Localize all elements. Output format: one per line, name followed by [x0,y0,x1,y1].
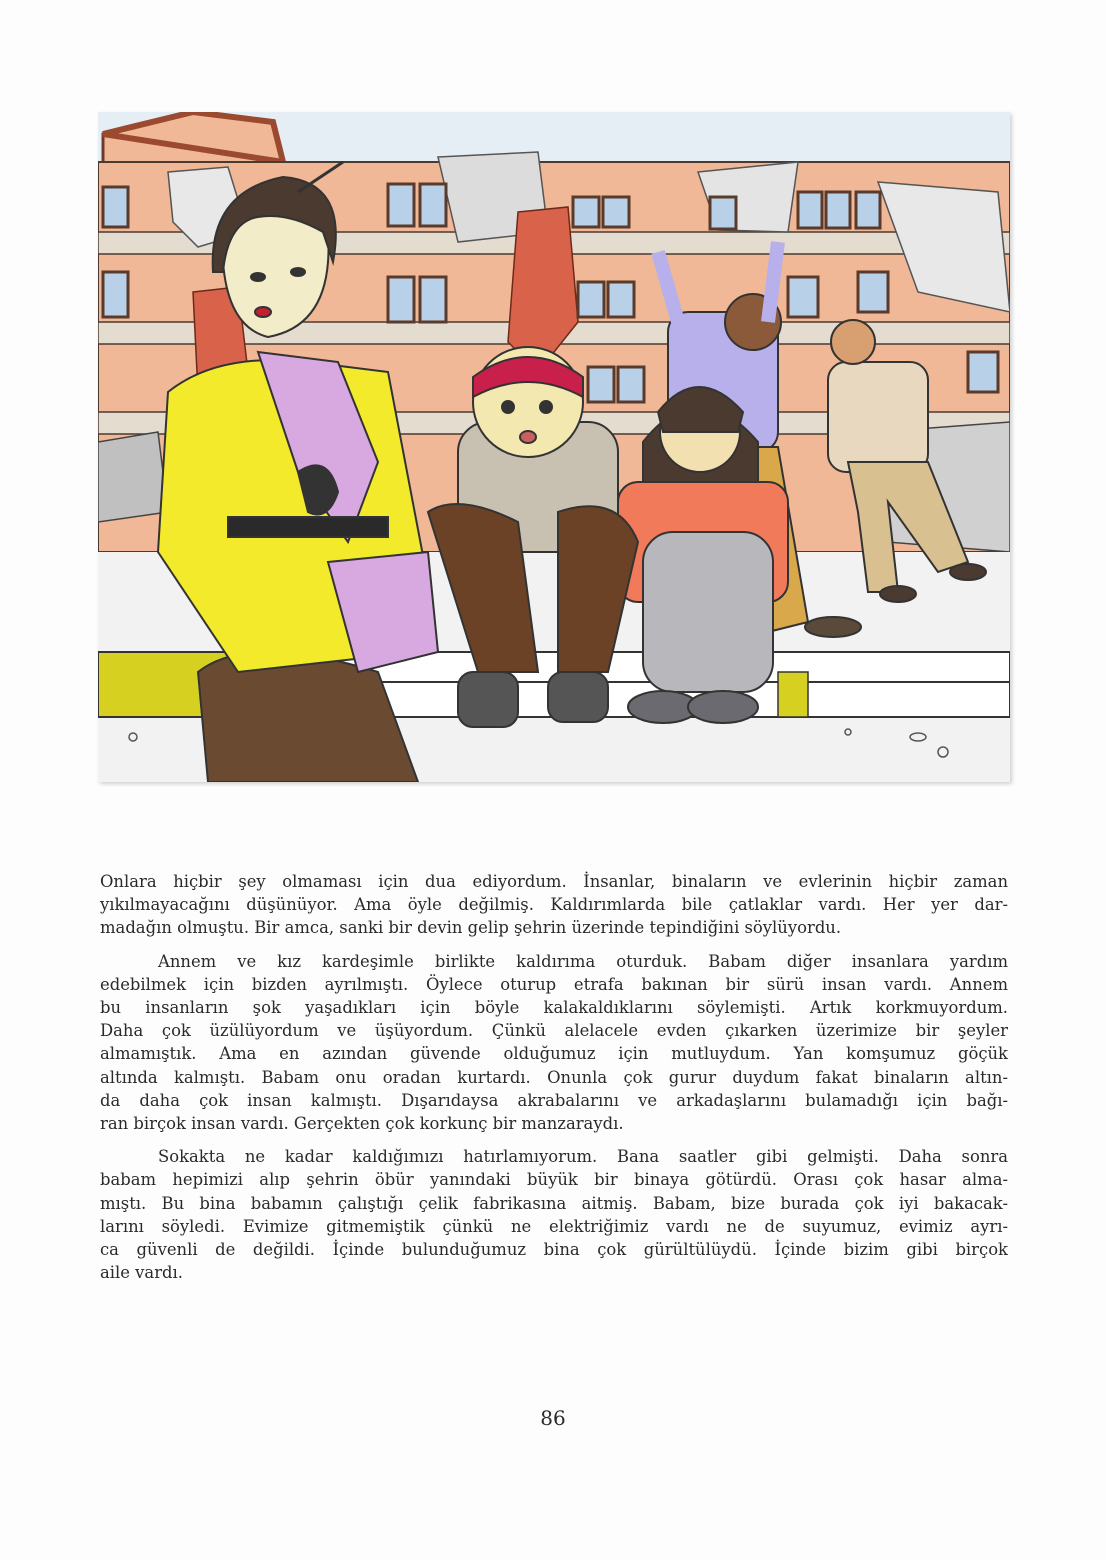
earthquake-illustration [98,112,1010,782]
text-line: Annem ve kız kardeşimle birlikte kaldırıma oturduk. Babam diğer insanlara yardım [158,951,1008,971]
text-line: ca güvenli de değildi. İçinde bulunduğumuz bina çok gürültülüydü. İçinde bizim gibi birçok [100,1240,1008,1260]
illustration-canvas [98,112,1010,782]
text-line: Sokakta ne kadar kaldığımızı hatırlamıyorum. Bana saatler gibi gelmişti. Daha sonra [158,1147,1008,1167]
text-line: altında kalmıştı. Babam onu oradan kurtardı. Onunla çok gurur duydum fakat binaların altın- [100,1067,1008,1087]
text-line: ran birçok insan vardı. Gerçekten çok korkunç bir manzaraydı. [100,1114,624,1134]
text-line: Daha çok üzülüyordum ve üşüyordum. Çünkü alelacele evden çıkarken üzerimize bir şeyler [100,1021,1008,1041]
text-line: mıştı. Bu bina babamın çalıştığı çelik fabrikasına aitmiş. Babam, bize burada çok iyi bakacak- [100,1193,1008,1213]
text-line: almamıştık. Ama en azından güvende olduğumuz için mutluydum. Yan komşumuz göçük [100,1044,1008,1064]
paragraph-2 [100,950,1008,1136]
story-text [100,870,1008,1294]
paragraph-3 [100,1145,1008,1284]
text-line: madağın olmuştu. Bir amca, sanki bir devin gelip şehrin üzerinde tepindiğini söylüyordu. [100,918,842,938]
page-number: 86 [540,1406,566,1430]
text-line: babam hepimizi alıp şehrin öbür yanındaki büyük bir binaya götürdü. Orası çok hasar alma- [100,1170,1008,1190]
text-line: aile vardı. [100,1263,183,1283]
text-line: bu insanların şok yaşadıkları için böyle kalakaldıklarını söylemişti. Artık korkmuyordum. [100,998,1008,1018]
text-line: larını söyledi. Evimize gitmemiştik çünkü ne elektriğimiz vardı ne de suyumuz, evimiz ayrı- [100,1216,1008,1236]
text-line: edebilmek için bizden ayrılmıştı. Öylece oturup etrafa bakınan bir sürü insan vardı. Annem [100,974,1008,994]
paragraph-1 [100,870,1008,940]
text-line: Onlara hiçbir şey olmaması için dua ediyordum. İnsanlar, binaların ve evlerinin hiçbir zaman [100,872,1008,891]
text-line: yıkılmayacağını düşünüyor. Ama öyle değilmiş. Kaldırımlarda bile çatlaklar vardı. Her yer dar- [100,895,1008,915]
text-line: da daha çok insan kalmıştı. Dışarıdaysa akrabalarını ve arkadaşlarını bulamadığı için bağı- [100,1090,1008,1110]
